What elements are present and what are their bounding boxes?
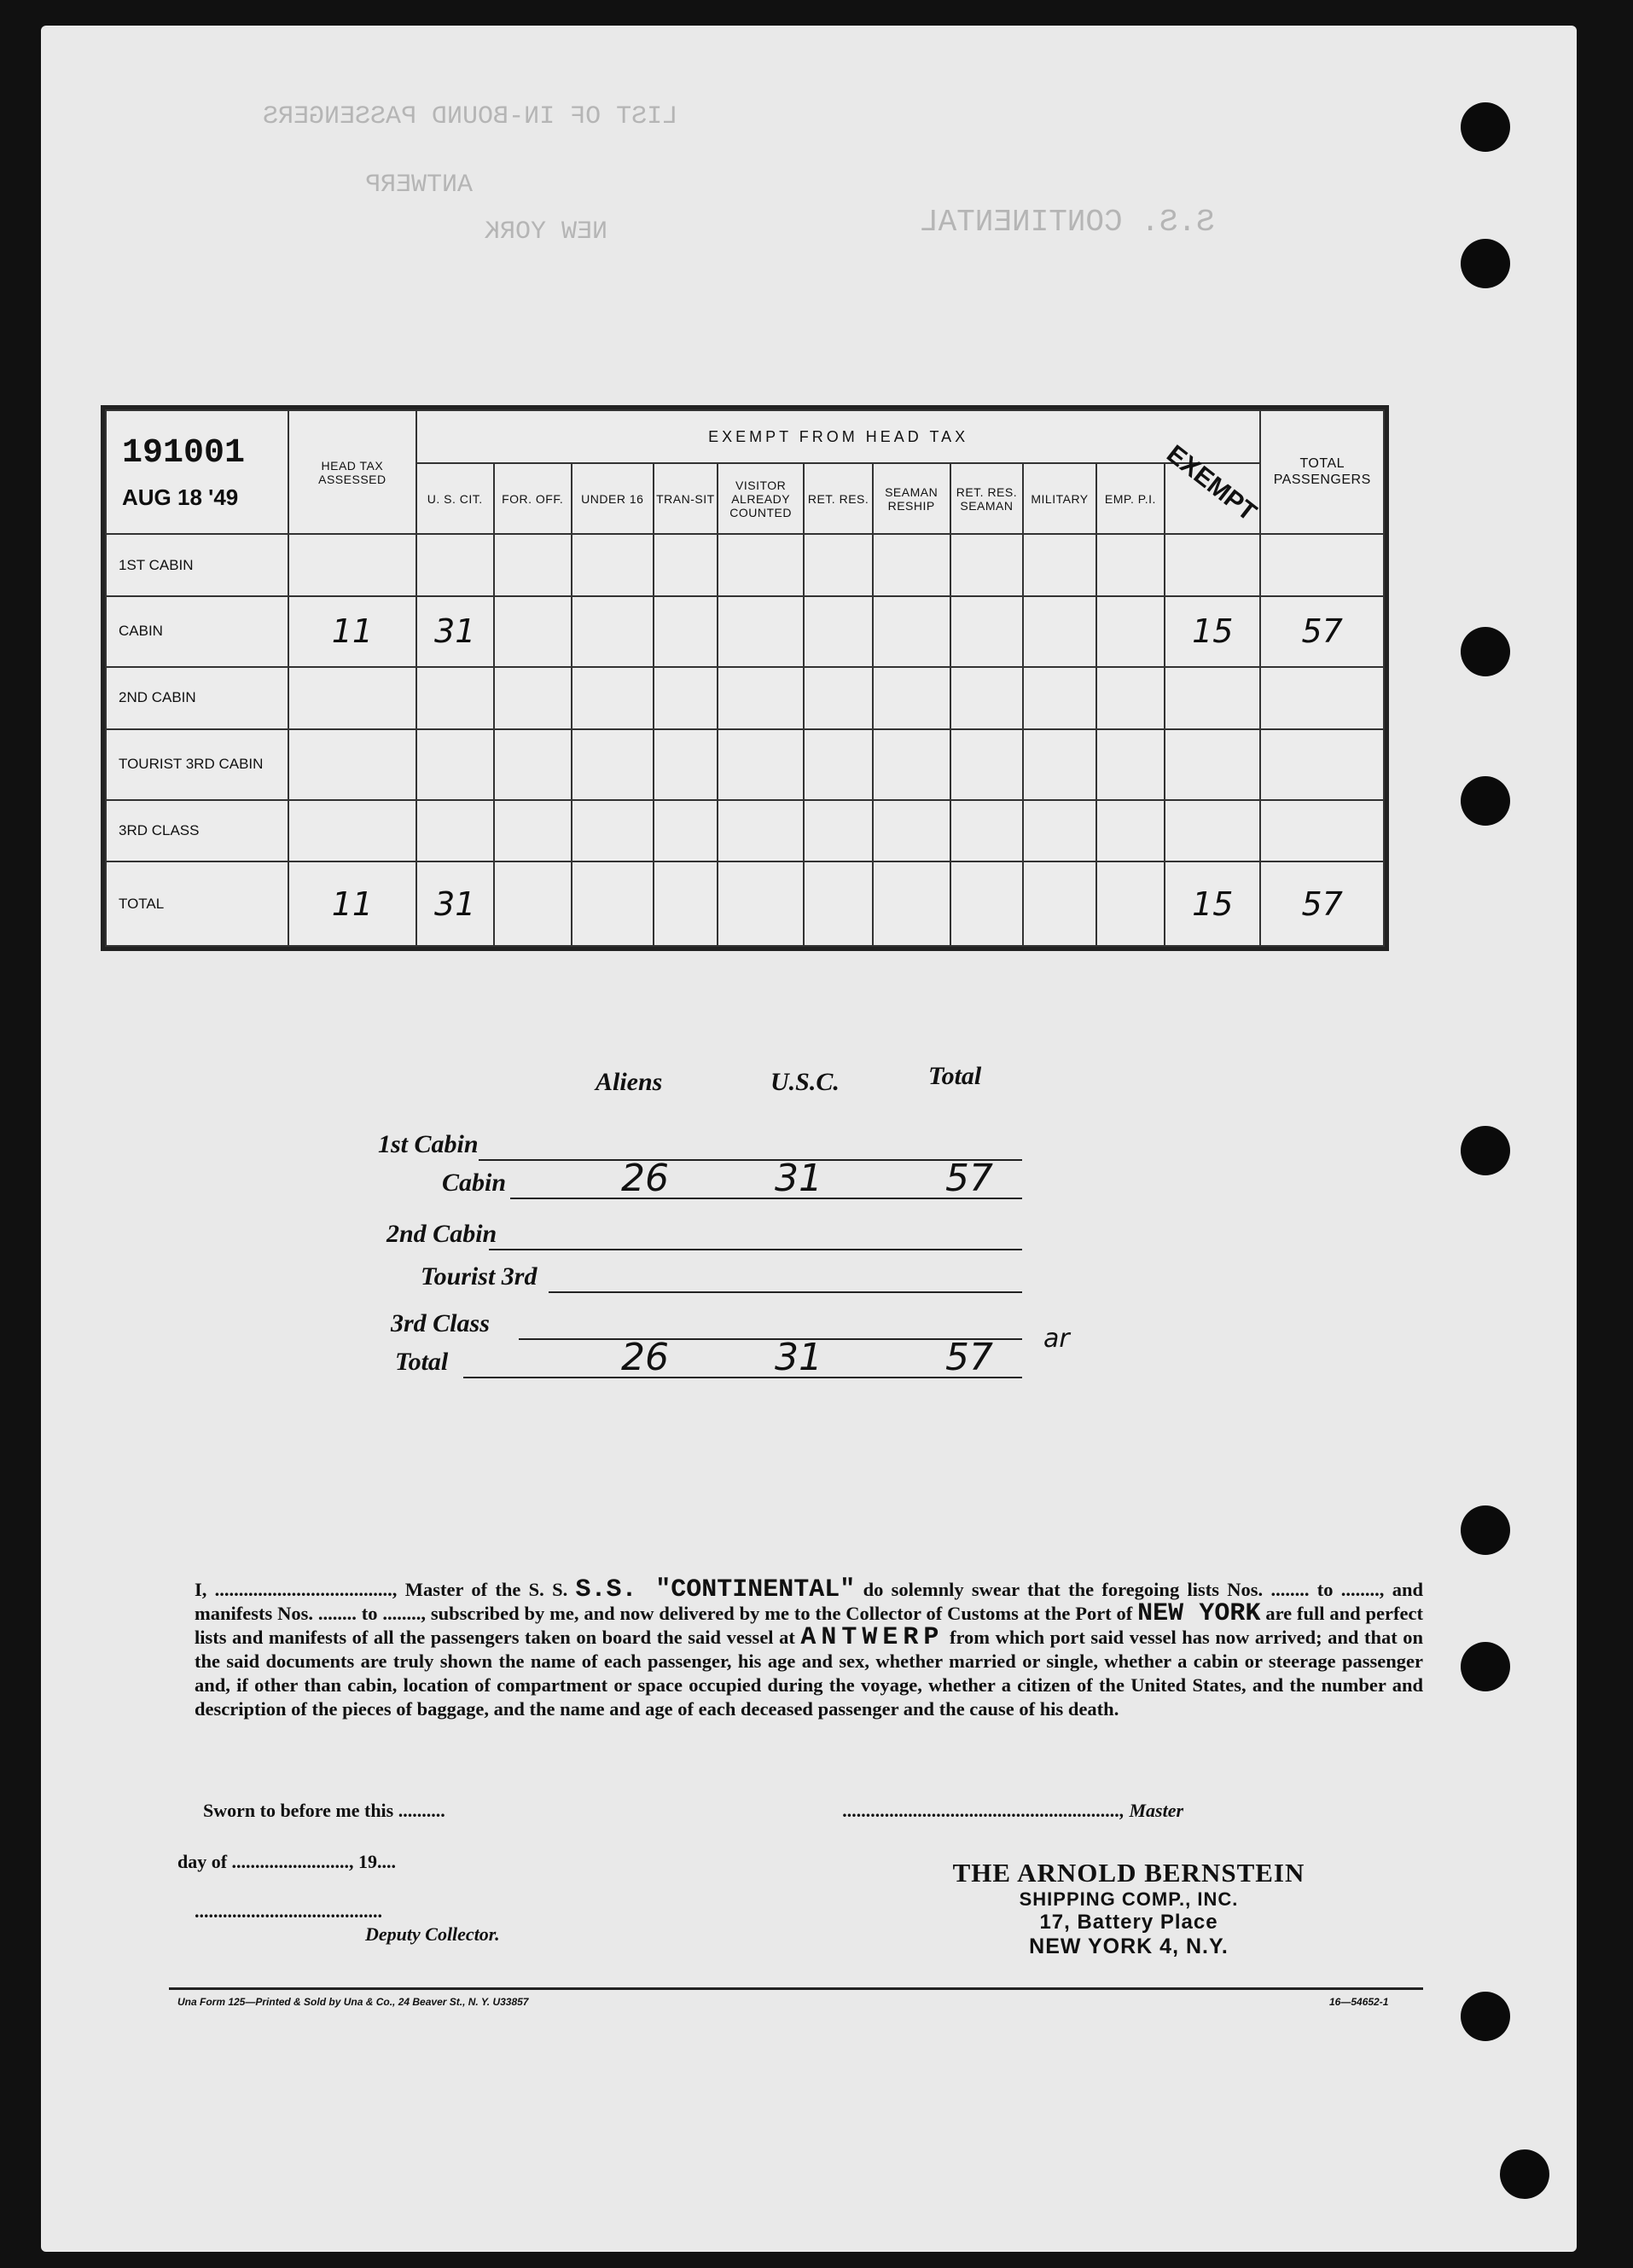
stamp-cell: 11 (288, 596, 416, 667)
stamp-cell (718, 729, 805, 800)
binder-hole (1461, 1992, 1510, 2041)
stamp-cell (1023, 596, 1096, 667)
col-for-off: FOR. OFF. (494, 463, 572, 534)
stamp-cell (804, 534, 872, 596)
stamp-row (106, 800, 1384, 862)
stamp-cell (804, 861, 872, 946)
stamp-cell (494, 534, 572, 596)
stamp-cell (718, 596, 805, 667)
stamp-cell (572, 667, 654, 729)
stamp-cell (873, 800, 950, 862)
stamp-cell (804, 729, 872, 800)
stamp-cell (416, 800, 494, 862)
stamp-cell (950, 861, 1024, 946)
stamp-row (106, 729, 1384, 800)
stamp-cell (950, 534, 1024, 596)
sworn-date-line: day of ........................., 19.... (177, 1851, 397, 1872)
summary-row-label: Tourist 3rd (421, 1262, 538, 1291)
stamp-cell (1165, 534, 1260, 596)
stamp-cell (288, 800, 416, 862)
stamp-cell (950, 596, 1024, 667)
summary-row-line (463, 1377, 1022, 1378)
stamp-cell (494, 800, 572, 862)
stamp-number: 191001 (122, 433, 246, 473)
summary-initials: ar (1043, 1324, 1070, 1354)
stamp-cell (1096, 800, 1165, 862)
agent-line-2: 17, Battery Place (1039, 1911, 1218, 1934)
stamp-cell (1023, 534, 1096, 596)
stamp-cell (1165, 667, 1260, 729)
summary-row-label: 1st Cabin (378, 1130, 479, 1158)
col-ret-res: RET. RES. (804, 463, 872, 534)
stamp-row-label: TOTAL (106, 861, 288, 946)
stamp-cell (1260, 729, 1384, 800)
stamp-cell (718, 667, 805, 729)
stamp-cell (288, 667, 416, 729)
stamp-cell (873, 667, 950, 729)
binder-hole (1461, 102, 1510, 152)
stamp-cell: 57 (1260, 861, 1384, 946)
stamp-cell (654, 861, 718, 946)
stamp-cell (494, 596, 572, 667)
stamp-cell (654, 596, 718, 667)
stamp-cell (873, 729, 950, 800)
stamp-row (106, 596, 1384, 667)
binder-hole (1461, 776, 1510, 826)
stamp-cell: 31 (416, 861, 494, 946)
col-under-16: UNDER 16 (572, 463, 654, 534)
stamp-cell (1096, 667, 1165, 729)
binder-hole (1500, 2149, 1549, 2199)
deputy-collector-label: Deputy Collector. (365, 1923, 500, 1945)
stamp-cell (950, 800, 1024, 862)
binder-hole (1461, 1505, 1510, 1555)
stamp-cell (804, 596, 872, 667)
stamp-row (106, 534, 1384, 596)
col-emp-pi: EMP. P.I. (1096, 463, 1165, 534)
bleed-ship: S.S. CONTINENTAL (920, 205, 1215, 240)
stamp-cell (1096, 729, 1165, 800)
stamp-cell (654, 667, 718, 729)
stamp-cell (1023, 800, 1096, 862)
agent-line-1: SHIPPING COMP., INC. (1019, 1888, 1239, 1910)
agent-name: THE ARNOLD BERNSTEIN (952, 1858, 1305, 1888)
stamp-cell (288, 729, 416, 800)
stamp-cell (1096, 596, 1165, 667)
stamp-id-cell (106, 410, 288, 534)
summary-row-line (489, 1249, 1022, 1250)
exempt-handstamp: EXEMPT (1161, 439, 1262, 527)
head-tax-stamp (101, 405, 1389, 951)
stamp-row-label: CABIN (106, 596, 288, 667)
stamp-cell (654, 800, 718, 862)
stamp-cell (873, 861, 950, 946)
stamp-cell (494, 729, 572, 800)
stamp-cell (654, 729, 718, 800)
stamp-row-label: 2ND CABIN (106, 667, 288, 729)
master-signature-line: ..........................................................., Master (843, 1800, 1184, 1821)
stamp-row-label: TOURIST 3RD CABIN (106, 729, 288, 800)
stamp-cell (1260, 800, 1384, 862)
stamp-cell (718, 800, 805, 862)
stamp-cell (416, 729, 494, 800)
summary-value: 26 (621, 1336, 669, 1379)
summary-value: 26 (621, 1157, 669, 1200)
stamp-cell (288, 534, 416, 596)
stamp-cell (1165, 729, 1260, 800)
col-military: MILITARY (1023, 463, 1096, 534)
stamp-row-label: 3RD CLASS (106, 800, 288, 862)
stamp-cell (1023, 861, 1096, 946)
binder-hole (1461, 627, 1510, 676)
oath-part-4: from which port said vessel has now arrived; and that on the said documents are truly shown the name of each passenger, his age and sex, whether married or single, whether a cabin or steerage passenger and, if other than cabin, location of compartment or space occupied during the voyage, whether a citizen of the United States, and the number and description of the pieces of baggage, and the name and age of each deceased passenger and the cause of his death. (195, 1627, 1424, 1720)
stamp-cell (494, 861, 572, 946)
col-seaman-reship: SEAMAN RESHIP (873, 463, 950, 534)
stamp-cell (572, 800, 654, 862)
summary-row-label: Total (395, 1348, 449, 1376)
stamp-date: AUG 18 '49 (122, 484, 239, 510)
stamp-cell (873, 534, 950, 596)
sworn-line: Sworn to before me this .......... (203, 1800, 445, 1821)
stamp-cell (654, 534, 718, 596)
binder-hole (1461, 1126, 1510, 1175)
stamp-cell (718, 861, 805, 946)
stamp-cell: 11 (288, 861, 416, 946)
footer-printer: Una Form 125—Printed & Sold by Una & Co., 24 Beaver St., N. Y. U33857 (177, 1996, 529, 2008)
stamp-cell (718, 534, 805, 596)
binder-hole (1461, 1642, 1510, 1691)
oath-port: NEW YORK (1137, 1599, 1261, 1628)
stamp-cell (572, 729, 654, 800)
summary-value: 31 (775, 1336, 822, 1379)
summary-row-line (549, 1291, 1022, 1293)
summary-value: 31 (775, 1157, 822, 1200)
stamp-cell (1096, 861, 1165, 946)
stamp-row (106, 667, 1384, 729)
stamp-cell: 57 (1260, 596, 1384, 667)
footer-rule (169, 1987, 1423, 1990)
oath-ship-name: S.S. "CONTINENTAL" (575, 1575, 856, 1604)
col-visitor: VISITOR ALREADY COUNTED (718, 463, 805, 534)
stamp-cell: 31 (416, 596, 494, 667)
bleed-port: NEW YORK (485, 218, 608, 247)
col-total-passengers: TOTAL PASSENGERS (1260, 410, 1384, 534)
group-header-exempt: EXEMPT FROM HEAD TAX (416, 410, 1261, 463)
stamp-cell (804, 667, 872, 729)
collector-signature-line: ........................................ (195, 1900, 382, 1922)
shipping-agent-stamp (928, 1858, 1329, 1959)
col-head-tax-assessed: HEAD TAX ASSESSED (288, 410, 416, 534)
stamp-cell: 15 (1165, 596, 1260, 667)
stamp-row-label: 1ST CABIN (106, 534, 288, 596)
summary-header-aliens: Aliens (596, 1068, 663, 1096)
summary-row-label: 2nd Cabin (386, 1220, 497, 1248)
oath-part-3: are full and perfect lists and manifests of all the passengers taken on board the said vessel at (195, 1603, 1423, 1648)
stamp-cell (804, 800, 872, 862)
stamp-cell (416, 667, 494, 729)
master-oath (195, 1575, 1424, 1721)
oath-origin: ANTWERP (800, 1623, 944, 1652)
stamp-cell (1165, 800, 1260, 862)
summary-header-total: Total (928, 1062, 982, 1090)
stamp-cell (950, 667, 1024, 729)
oath-part-1: I, ....................................., Master of the S. S. (195, 1579, 568, 1600)
manifest-page (41, 26, 1577, 2252)
stamp-cell (1096, 534, 1165, 596)
stamp-row (106, 861, 1384, 946)
oath-part-2: do solemnly swear that the foregoing lists Nos. ........ to ........, and manifests Nos. ........ to ........, subscribed by me, and now delivered by me to the Collector of Customs at the Port of (195, 1579, 1424, 1624)
footer-form-number: 16—54652-1 (1329, 1996, 1389, 2008)
binder-hole (1461, 239, 1510, 288)
stamp-cell: 15 (1165, 861, 1260, 946)
summary-value: 57 (945, 1157, 993, 1200)
stamp-cell (1260, 534, 1384, 596)
bleed-origin: ANTWERP (365, 171, 474, 200)
stamp-cell (494, 667, 572, 729)
bleed-title: LIST OF IN-BOUND PASSENGERS (263, 102, 678, 131)
summary-value: 57 (945, 1336, 993, 1379)
summary-row-label: 3rd Class (391, 1309, 490, 1337)
stamp-cell (572, 596, 654, 667)
summary-header-usc: U.S.C. (770, 1068, 840, 1096)
col-us-cit: U. S. CIT. (416, 463, 494, 534)
stamp-cell (416, 534, 494, 596)
stamp-cell (572, 861, 654, 946)
stamp-cell (572, 534, 654, 596)
stamp-cell (1023, 729, 1096, 800)
summary-row-label: Cabin (442, 1169, 507, 1197)
stamp-cell (1023, 667, 1096, 729)
col-transit: TRAN-SIT (654, 463, 718, 534)
stamp-cell (1260, 667, 1384, 729)
col-ret-res-seaman: RET. RES. SEAMAN (950, 463, 1024, 534)
stamp-cell (950, 729, 1024, 800)
stamp-cell (873, 596, 950, 667)
agent-line-3: NEW YORK 4, N.Y. (1029, 1934, 1229, 1958)
summary-row-line (479, 1159, 1022, 1161)
